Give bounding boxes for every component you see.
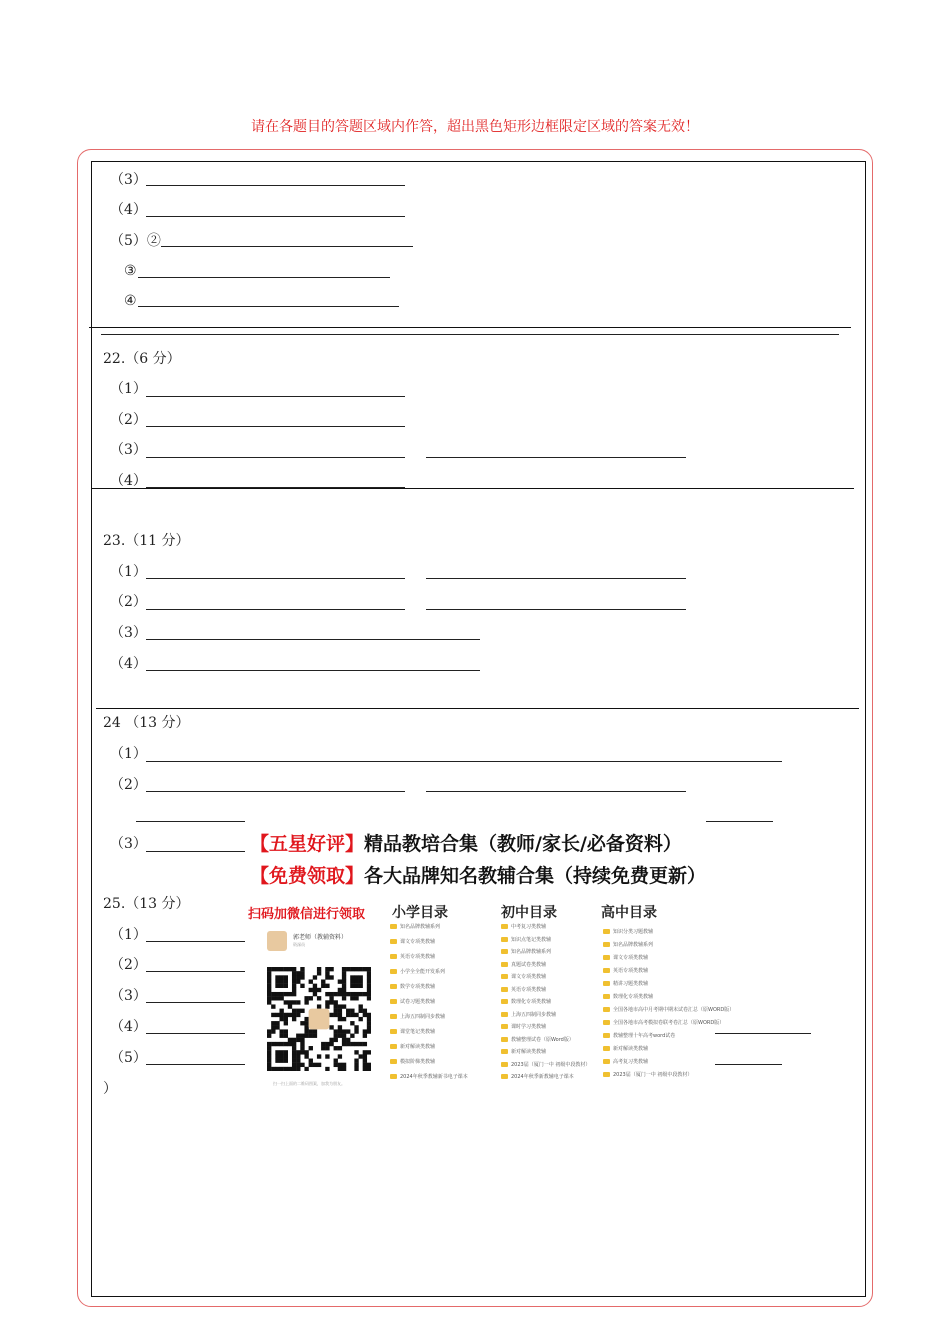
divider-23-24 — [96, 708, 859, 709]
catalog-folder-item[interactable] — [603, 928, 734, 941]
q24-label-2: （2） — [110, 777, 147, 793]
catalog-folder-item[interactable] — [501, 923, 590, 936]
catalog-folder-item[interactable] — [501, 1061, 590, 1074]
q25-label-2: （2） — [110, 957, 147, 973]
q25-answer-line-5a[interactable] — [146, 1064, 245, 1065]
promo-card — [245, 895, 735, 1093]
q24-answer-line-3[interactable] — [146, 851, 245, 852]
promo-line2-black: 各大品牌知名教辅合集（持续免费更新） — [364, 865, 707, 887]
middle-catalog-list — [501, 923, 590, 1086]
q24-answer-line-2c[interactable] — [136, 821, 245, 822]
folder-icon — [501, 962, 508, 967]
catalog-folder-label: 课文专项类教辅 — [511, 974, 547, 980]
q23-answer-line-1b[interactable] — [426, 578, 686, 579]
catalog-folder-item[interactable] — [603, 967, 734, 980]
answer-box — [91, 161, 866, 1297]
catalog-folder-label: 模拟阶梯类教辅 — [400, 1059, 436, 1065]
catalog-folder-label: 英语专项类教辅 — [613, 968, 649, 974]
folder-icon — [390, 924, 397, 929]
catalog-folder-label: 数理化专项类教辅 — [511, 999, 552, 1005]
q25-label-1: （1） — [110, 927, 147, 943]
catalog-folder-item[interactable] — [603, 1045, 734, 1058]
folder-icon — [603, 1020, 610, 1025]
catalog-folder-item[interactable] — [390, 1028, 468, 1043]
catalog-folder-label: 精讲习题类教辅 — [613, 981, 649, 987]
folder-icon — [501, 1074, 508, 1079]
catalog-folder-item[interactable] — [603, 1006, 734, 1019]
folder-icon — [501, 1062, 508, 1067]
catalog-folder-label: 上海五四制同步教辅 — [400, 1014, 446, 1020]
catalog-folder-label: 小学全全能开发系列 — [400, 969, 446, 975]
q23-title: 23.（11 分） — [103, 533, 190, 549]
catalog-folder-label: 试卷习题类教辅 — [400, 999, 436, 1005]
scan-instruction: 扫码加微信进行领取 — [248, 907, 366, 922]
folder-icon — [603, 968, 610, 973]
q25-answer-line-3[interactable] — [146, 1002, 245, 1003]
catalog-folder-item[interactable] — [603, 941, 734, 954]
catalog-folder-item[interactable] — [390, 1013, 468, 1028]
q24-answer-line-1[interactable] — [146, 761, 782, 762]
catalog-folder-item[interactable] — [501, 1073, 590, 1086]
divider-22-23 — [91, 488, 854, 489]
q21-label-3: （3） — [110, 172, 147, 188]
qr-caption: 扫一扫上面的二维码图案，加我为朋友。 — [273, 1081, 345, 1086]
q25-title: 25.（13 分） — [103, 896, 190, 912]
q22-answer-line-3b[interactable] — [426, 457, 686, 458]
folder-icon — [390, 1029, 397, 1034]
folder-icon — [390, 1074, 397, 1079]
catalog-folder-label: 新对解读类教辅 — [400, 1044, 436, 1050]
q24-answer-line-2a[interactable] — [146, 791, 405, 792]
q22-label-3: （3） — [110, 442, 147, 458]
q23-answer-line-2a[interactable] — [146, 609, 405, 610]
catalog-folder-item[interactable] — [390, 983, 468, 998]
q24-answer-line-2b[interactable] — [426, 791, 686, 792]
q22-label-4: （4） — [110, 473, 147, 489]
q21-label-5b: ③ — [124, 263, 137, 279]
catalog-folder-label: 知名品牌教辅系列 — [400, 924, 441, 930]
folder-icon — [390, 939, 397, 944]
q25-label-4: （4） — [110, 1019, 147, 1035]
catalog-folder-label: 数学专项类教辅 — [400, 984, 436, 990]
folder-icon — [390, 1044, 397, 1049]
q22-answer-line-2[interactable] — [146, 426, 405, 427]
q21-answer-line-5a[interactable] — [161, 246, 413, 247]
q23-answer-line-3[interactable] — [146, 639, 480, 640]
catalog-folder-item[interactable] — [390, 923, 468, 938]
catalog-folder-item[interactable] — [390, 1058, 468, 1073]
q25-answer-line-4a[interactable] — [146, 1033, 245, 1034]
q24-label-3: （3） — [110, 836, 147, 852]
q23-label-2: （2） — [110, 594, 147, 610]
q24-answer-line-2d[interactable] — [706, 821, 773, 822]
q22-answer-line-3a[interactable] — [146, 457, 405, 458]
catalog-folder-item[interactable] — [390, 953, 468, 968]
q22-answer-line-1[interactable] — [146, 396, 405, 397]
catalog-folder-item[interactable] — [390, 998, 468, 1013]
folder-icon — [390, 1059, 397, 1064]
catalog-folder-item[interactable] — [603, 1019, 734, 1032]
folder-icon — [603, 955, 610, 960]
catalog-folder-label: 教辅整理试卷（原Word版） — [511, 1036, 574, 1043]
q21-answer-line-5b[interactable] — [138, 277, 390, 278]
folder-icon — [603, 1072, 610, 1077]
folder-icon — [390, 984, 397, 989]
promo-line2-red: 【免费领取】 — [250, 865, 365, 887]
q22-answer-line-4[interactable] — [146, 487, 405, 488]
catalog-folder-item[interactable] — [390, 1043, 468, 1058]
catalog-folder-item[interactable] — [603, 954, 734, 967]
folder-icon — [501, 987, 508, 992]
catalog-folder-item[interactable] — [603, 993, 734, 1006]
catalog-folder-label: 英语专项类教辅 — [400, 954, 436, 960]
q22-title: 22.（6 分） — [103, 351, 181, 367]
q23-answer-line-2b[interactable] — [426, 609, 686, 610]
catalog-folder-label: 新对解读类教辅 — [511, 1049, 547, 1055]
qr-code[interactable] — [267, 967, 371, 1071]
catalog-folder-label: 中考复习类教辅 — [511, 924, 547, 930]
folder-icon — [603, 1033, 610, 1038]
q25-answer-line-1[interactable] — [146, 941, 245, 942]
folder-icon — [501, 949, 508, 954]
q23-answer-line-4[interactable] — [146, 670, 480, 671]
folder-icon — [603, 994, 610, 999]
q22-label-1: （1） — [110, 381, 147, 397]
catalog-folder-item[interactable] — [390, 938, 468, 953]
catalog-folder-label: 课文专项类教辅 — [400, 939, 436, 945]
folder-icon — [390, 1014, 397, 1019]
folder-icon — [501, 1024, 508, 1029]
catalog-folder-label: 数理化专项类教辅 — [613, 994, 654, 1000]
folder-icon — [501, 1037, 508, 1042]
folder-icon — [390, 999, 397, 1004]
catalog-folder-item[interactable] — [390, 1073, 468, 1088]
q22-label-2: （2） — [110, 412, 147, 428]
avatar — [267, 931, 287, 951]
promo-line1-black: 精品教培合集（教师/家长/必备资料） — [364, 833, 682, 855]
answer-area-notice: 请在各题目的答题区域内作答，超出黑色矩形边框限定区域的答案无效！ — [251, 119, 699, 135]
divider-21-22-thin — [101, 334, 839, 335]
primary-catalog-list — [390, 923, 468, 1088]
catalog-folder-item[interactable] — [603, 1071, 734, 1084]
catalog-folder-item[interactable] — [603, 1058, 734, 1071]
catalog-folder-label: 上海五四制同步教辅 — [511, 1011, 557, 1018]
catalog-folder-item[interactable] — [501, 986, 590, 999]
q23-answer-line-1a[interactable] — [146, 578, 405, 579]
catalog-folder-label: 课时学习类教辅 — [511, 1024, 547, 1030]
catalog-folder-label: 2024年秋季教辅新书电子课本 — [400, 1074, 468, 1080]
catalog-folder-label: 全国各地市高中月考期中期末试卷汇总（原WORD版） — [613, 1007, 735, 1013]
catalog-folder-label: 2024年秋季新教辅电子课本 — [511, 1074, 574, 1080]
folder-icon — [603, 1059, 610, 1064]
catalog-folder-label: 高考复习类教辅 — [613, 1059, 649, 1065]
catalog-folder-item[interactable] — [501, 1048, 590, 1061]
q25-answer-line-2[interactable] — [146, 971, 245, 972]
catalog-folder-item[interactable] — [603, 980, 734, 993]
teacher-name: 郭老师（教辅资料） — [293, 934, 348, 941]
folder-icon — [603, 1046, 610, 1051]
catalog-folder-item[interactable] — [501, 998, 590, 1011]
folder-icon — [603, 1007, 610, 1012]
divider-21-22 — [89, 327, 851, 328]
catalog-folder-label: 教辅整理十年高考word试卷 — [613, 1033, 676, 1039]
catalog-folder-item[interactable] — [390, 968, 468, 983]
catalog-folder-label: 课文专项类教辅 — [613, 955, 649, 961]
folder-icon — [603, 942, 610, 947]
catalog-folder-label: 知识点笔记类教辅 — [511, 936, 552, 943]
q21-label-4: （4） — [110, 202, 147, 218]
catalog-folder-label: 英语专项类教辅 — [511, 986, 547, 993]
catalog-folder-item[interactable] — [501, 973, 590, 986]
catalog-folder-item[interactable] — [501, 961, 590, 974]
catalog-folder-item[interactable] — [501, 1023, 590, 1036]
catalog-folder-label: 新对解读类教辅 — [613, 1046, 649, 1052]
folder-icon — [501, 999, 508, 1004]
high-catalog-title: 高中目录 — [601, 905, 657, 921]
catalog-folder-item[interactable] — [501, 936, 590, 949]
q21-answer-line-4[interactable] — [146, 216, 405, 217]
catalog-folder-item[interactable] — [501, 948, 590, 961]
teacher-subtitle: 资深员 — [293, 942, 305, 947]
folder-icon — [501, 924, 508, 929]
q21-label-5: （5）② — [110, 233, 161, 249]
folder-icon — [390, 954, 397, 959]
catalog-folder-label: 2023届（厦门一中 初级中段教材） — [511, 1061, 591, 1068]
q23-label-3: （3） — [110, 625, 147, 641]
q21-answer-line-3[interactable] — [146, 185, 405, 186]
catalog-folder-label: 知识分类习题教辅 — [613, 929, 654, 935]
q25-label-5: （5） — [110, 1050, 147, 1066]
q23-label-4: （4） — [110, 656, 147, 672]
catalog-folder-label: 课堂笔记类教辅 — [400, 1029, 436, 1035]
q24-title: 24 （13 分） — [103, 715, 190, 731]
q25-label-3: （3） — [110, 988, 147, 1004]
catalog-folder-label: 知名品牌教辅系列 — [613, 942, 654, 948]
middle-catalog-title: 初中目录 — [501, 905, 557, 921]
catalog-folder-label: 全国各地市高考模拟卷联考卷汇总（原WORD版） — [613, 1020, 725, 1026]
high-catalog-list — [603, 928, 734, 1084]
folder-icon — [501, 1012, 508, 1017]
catalog-folder-label: 2023届（厦门一中 初级中段教材） — [613, 1072, 693, 1078]
q24-label-1: （1） — [110, 746, 147, 762]
folder-icon — [501, 1049, 508, 1054]
folder-icon — [603, 929, 610, 934]
primary-catalog-title: 小学目录 — [392, 905, 448, 921]
folder-icon — [501, 937, 508, 942]
catalog-folder-label: 真题试卷类教辅 — [511, 961, 547, 968]
catalog-folder-item[interactable] — [603, 1032, 734, 1045]
folder-icon — [501, 974, 508, 979]
q21-answer-line-5c[interactable] — [138, 306, 399, 307]
folder-icon — [390, 969, 397, 974]
q23-label-1: （1） — [110, 564, 147, 580]
q25-tail: ） — [103, 1081, 117, 1097]
catalog-folder-item[interactable] — [501, 1036, 590, 1049]
catalog-folder-label: 知名品牌教辅系列 — [511, 949, 552, 955]
q21-label-5c: ④ — [124, 293, 137, 309]
folder-icon — [603, 981, 610, 986]
promo-line1-red: 【五星好评】 — [250, 833, 365, 855]
catalog-folder-item[interactable] — [501, 1011, 590, 1024]
